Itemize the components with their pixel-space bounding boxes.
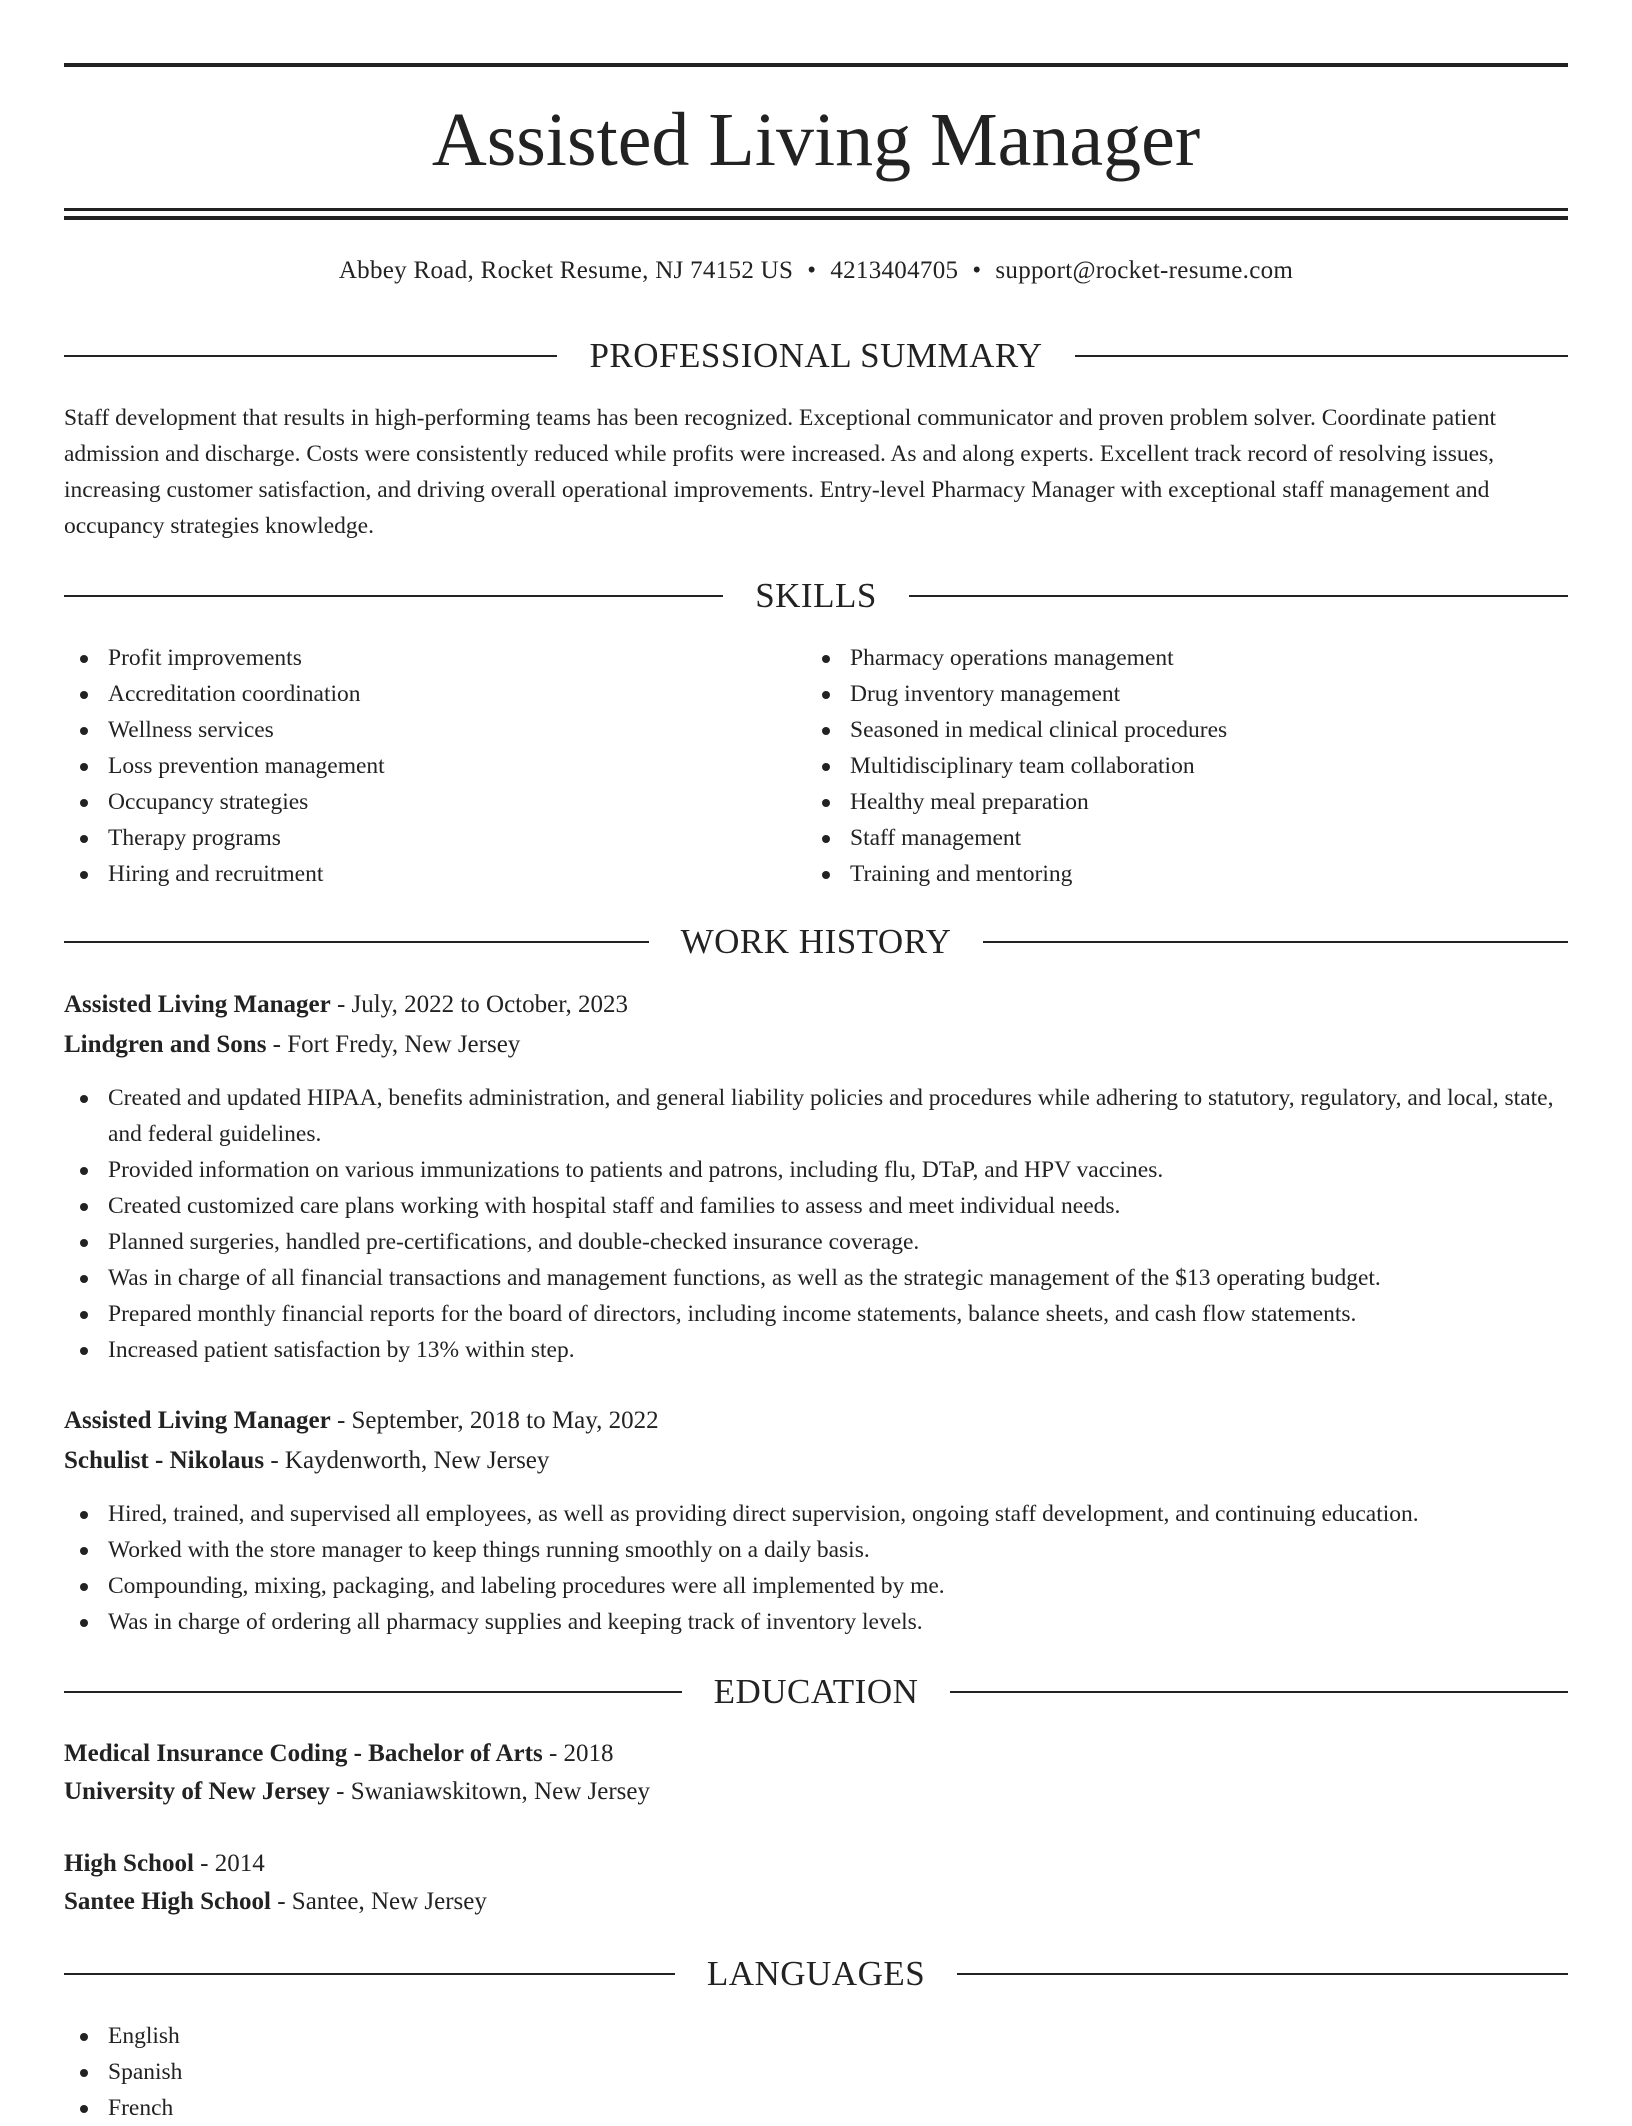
heading-rule <box>983 941 1568 943</box>
skills-heading-label: SKILLS <box>755 576 877 615</box>
education-location: - Santee, New Jersey <box>270 1888 487 1915</box>
education-year: - 2014 <box>193 1850 265 1877</box>
heading-rule <box>64 595 723 597</box>
contact-separator: • <box>807 257 817 284</box>
job-dates: - September, 2018 to May, 2022 <box>330 1407 659 1434</box>
top-rule <box>64 63 1568 67</box>
job-location: - Kaydenworth, New Jersey <box>264 1447 550 1474</box>
heading-rule <box>957 1973 1568 1975</box>
skill-item: Therapy programs <box>64 820 804 856</box>
skills-heading <box>64 574 1568 618</box>
skills-list-left <box>64 640 804 892</box>
languages-list <box>64 2018 804 2126</box>
contact-email: support@rocket-resume.com <box>995 257 1294 284</box>
contact-line <box>64 254 1568 288</box>
title-rule-upper <box>64 208 1568 211</box>
contact-address: Abbey Road, Rocket Resume, NJ 74152 US <box>338 257 794 284</box>
education-degree-line <box>64 1846 1568 1882</box>
job-company-line <box>64 1027 1568 1063</box>
skill-item: Hiring and recruitment <box>64 856 804 892</box>
education-heading-label: EDUCATION <box>713 1672 919 1711</box>
heading-rule <box>1075 355 1568 357</box>
skill-item: Healthy meal preparation <box>806 784 1566 820</box>
heading-rule <box>64 1973 675 1975</box>
job-bullet: Worked with the store manager to keep things running smoothly on a daily basis. <box>64 1532 1568 1568</box>
job-bullets <box>64 1496 1568 1640</box>
job-bullet: Created customized care plans working with hospital staff and families to assess and meet individual needs. <box>64 1188 1568 1224</box>
education-school-line <box>64 1884 1568 1920</box>
job-bullet: Prepared monthly financial reports for the board of directors, including income statements, balance sheets, and cash flow statements. <box>64 1296 1568 1332</box>
job-bullet: Created and updated HIPAA, benefits administration, and general liability policies and procedures while adhering to statutory, regulatory, and local, state, and federal guidelines. <box>64 1080 1568 1152</box>
education-school: Santee High School <box>64 1888 271 1915</box>
education-degree: Medical Insurance Coding - Bachelor of Arts <box>64 1740 543 1767</box>
heading-rule <box>64 355 557 357</box>
job-bullet: Hired, trained, and supervised all employees, as well as providing direct supervision, ongoing staff development, and continuing education. <box>64 1496 1568 1532</box>
job-bullet: Provided information on various immunizations to patients and patrons, including flu, DTaP, and HPV vaccines. <box>64 1152 1568 1188</box>
job-title-line <box>64 987 1568 1023</box>
summary-heading <box>64 334 1568 378</box>
skill-item: Occupancy strategies <box>64 784 804 820</box>
job-company: Schulist - Nikolaus <box>64 1447 265 1474</box>
skill-item: Seasoned in medical clinical procedures <box>806 712 1566 748</box>
skill-item: Wellness services <box>64 712 804 748</box>
job-bullet: Was in charge of ordering all pharmacy supplies and keeping track of inventory levels. <box>64 1604 1568 1640</box>
skill-item: Training and mentoring <box>806 856 1566 892</box>
education-year: - 2018 <box>542 1740 614 1767</box>
languages-heading-label: LANGUAGES <box>706 1954 926 1993</box>
heading-rule <box>64 1691 682 1693</box>
skill-item: Pharmacy operations management <box>806 640 1566 676</box>
page-title: Assisted Living Manager <box>431 98 1201 182</box>
summary-text: Staff development that results in high-performing teams has been recognized. Exceptional communicator and proven problem solver. Coordinate patient admission and discharge. Costs were consistently reduced while profits were increased. As and along experts. Excellent track record of resolving issues, increasing customer satisfaction, and driving overall operational improvements. Entry-level Pharmacy Manager with exceptional staff management and occupancy strategies knowledge. <box>64 405 1496 539</box>
skill-item: Drug inventory management <box>806 676 1566 712</box>
education-school: University of New Jersey <box>64 1778 330 1805</box>
skills-list-right <box>806 640 1566 892</box>
heading-rule <box>909 595 1568 597</box>
job-bullet: Compounding, mixing, packaging, and labeling procedures were all implemented by me. <box>64 1568 1568 1604</box>
language-item: French <box>64 2090 804 2126</box>
skill-item: Profit improvements <box>64 640 804 676</box>
title-rule-lower <box>64 216 1568 220</box>
job-company-line <box>64 1443 1568 1479</box>
work-heading <box>64 920 1568 964</box>
job-title-line <box>64 1403 1568 1439</box>
skill-item: Multidisciplinary team collaboration <box>806 748 1566 784</box>
contact-phone: 4213404705 <box>830 257 959 284</box>
language-item: Spanish <box>64 2054 804 2090</box>
heading-rule <box>950 1691 1568 1693</box>
skill-item: Loss prevention management <box>64 748 804 784</box>
education-degree: High School <box>64 1850 194 1877</box>
work-heading-label: WORK HISTORY <box>680 922 952 961</box>
job-bullet: Increased patient satisfaction by 13% within step. <box>64 1332 1568 1368</box>
job-company: Lindgren and Sons <box>64 1031 267 1058</box>
job-title: Assisted Living Manager <box>64 991 331 1018</box>
education-degree-line <box>64 1736 1568 1772</box>
education-heading <box>64 1670 1568 1714</box>
job-location: - Fort Fredy, New Jersey <box>266 1031 521 1058</box>
language-item: English <box>64 2018 804 2054</box>
skill-item: Accreditation coordination <box>64 676 804 712</box>
languages-heading <box>64 1952 1568 1996</box>
job-dates: - July, 2022 to October, 2023 <box>330 991 629 1018</box>
skill-item: Staff management <box>806 820 1566 856</box>
heading-rule <box>64 941 649 943</box>
job-bullet: Planned surgeries, handled pre-certifications, and double-checked insurance coverage. <box>64 1224 1568 1260</box>
job-title: Assisted Living Manager <box>64 1407 331 1434</box>
contact-separator: • <box>972 257 982 284</box>
job-bullet: Was in charge of all financial transactions and management functions, as well as the strategic management of the $13 operating budget. <box>64 1260 1568 1296</box>
education-school-line <box>64 1774 1568 1810</box>
job-bullets <box>64 1080 1568 1368</box>
summary-heading-label: PROFESSIONAL SUMMARY <box>589 336 1043 375</box>
education-location: - Swaniawskitown, New Jersey <box>329 1778 650 1805</box>
